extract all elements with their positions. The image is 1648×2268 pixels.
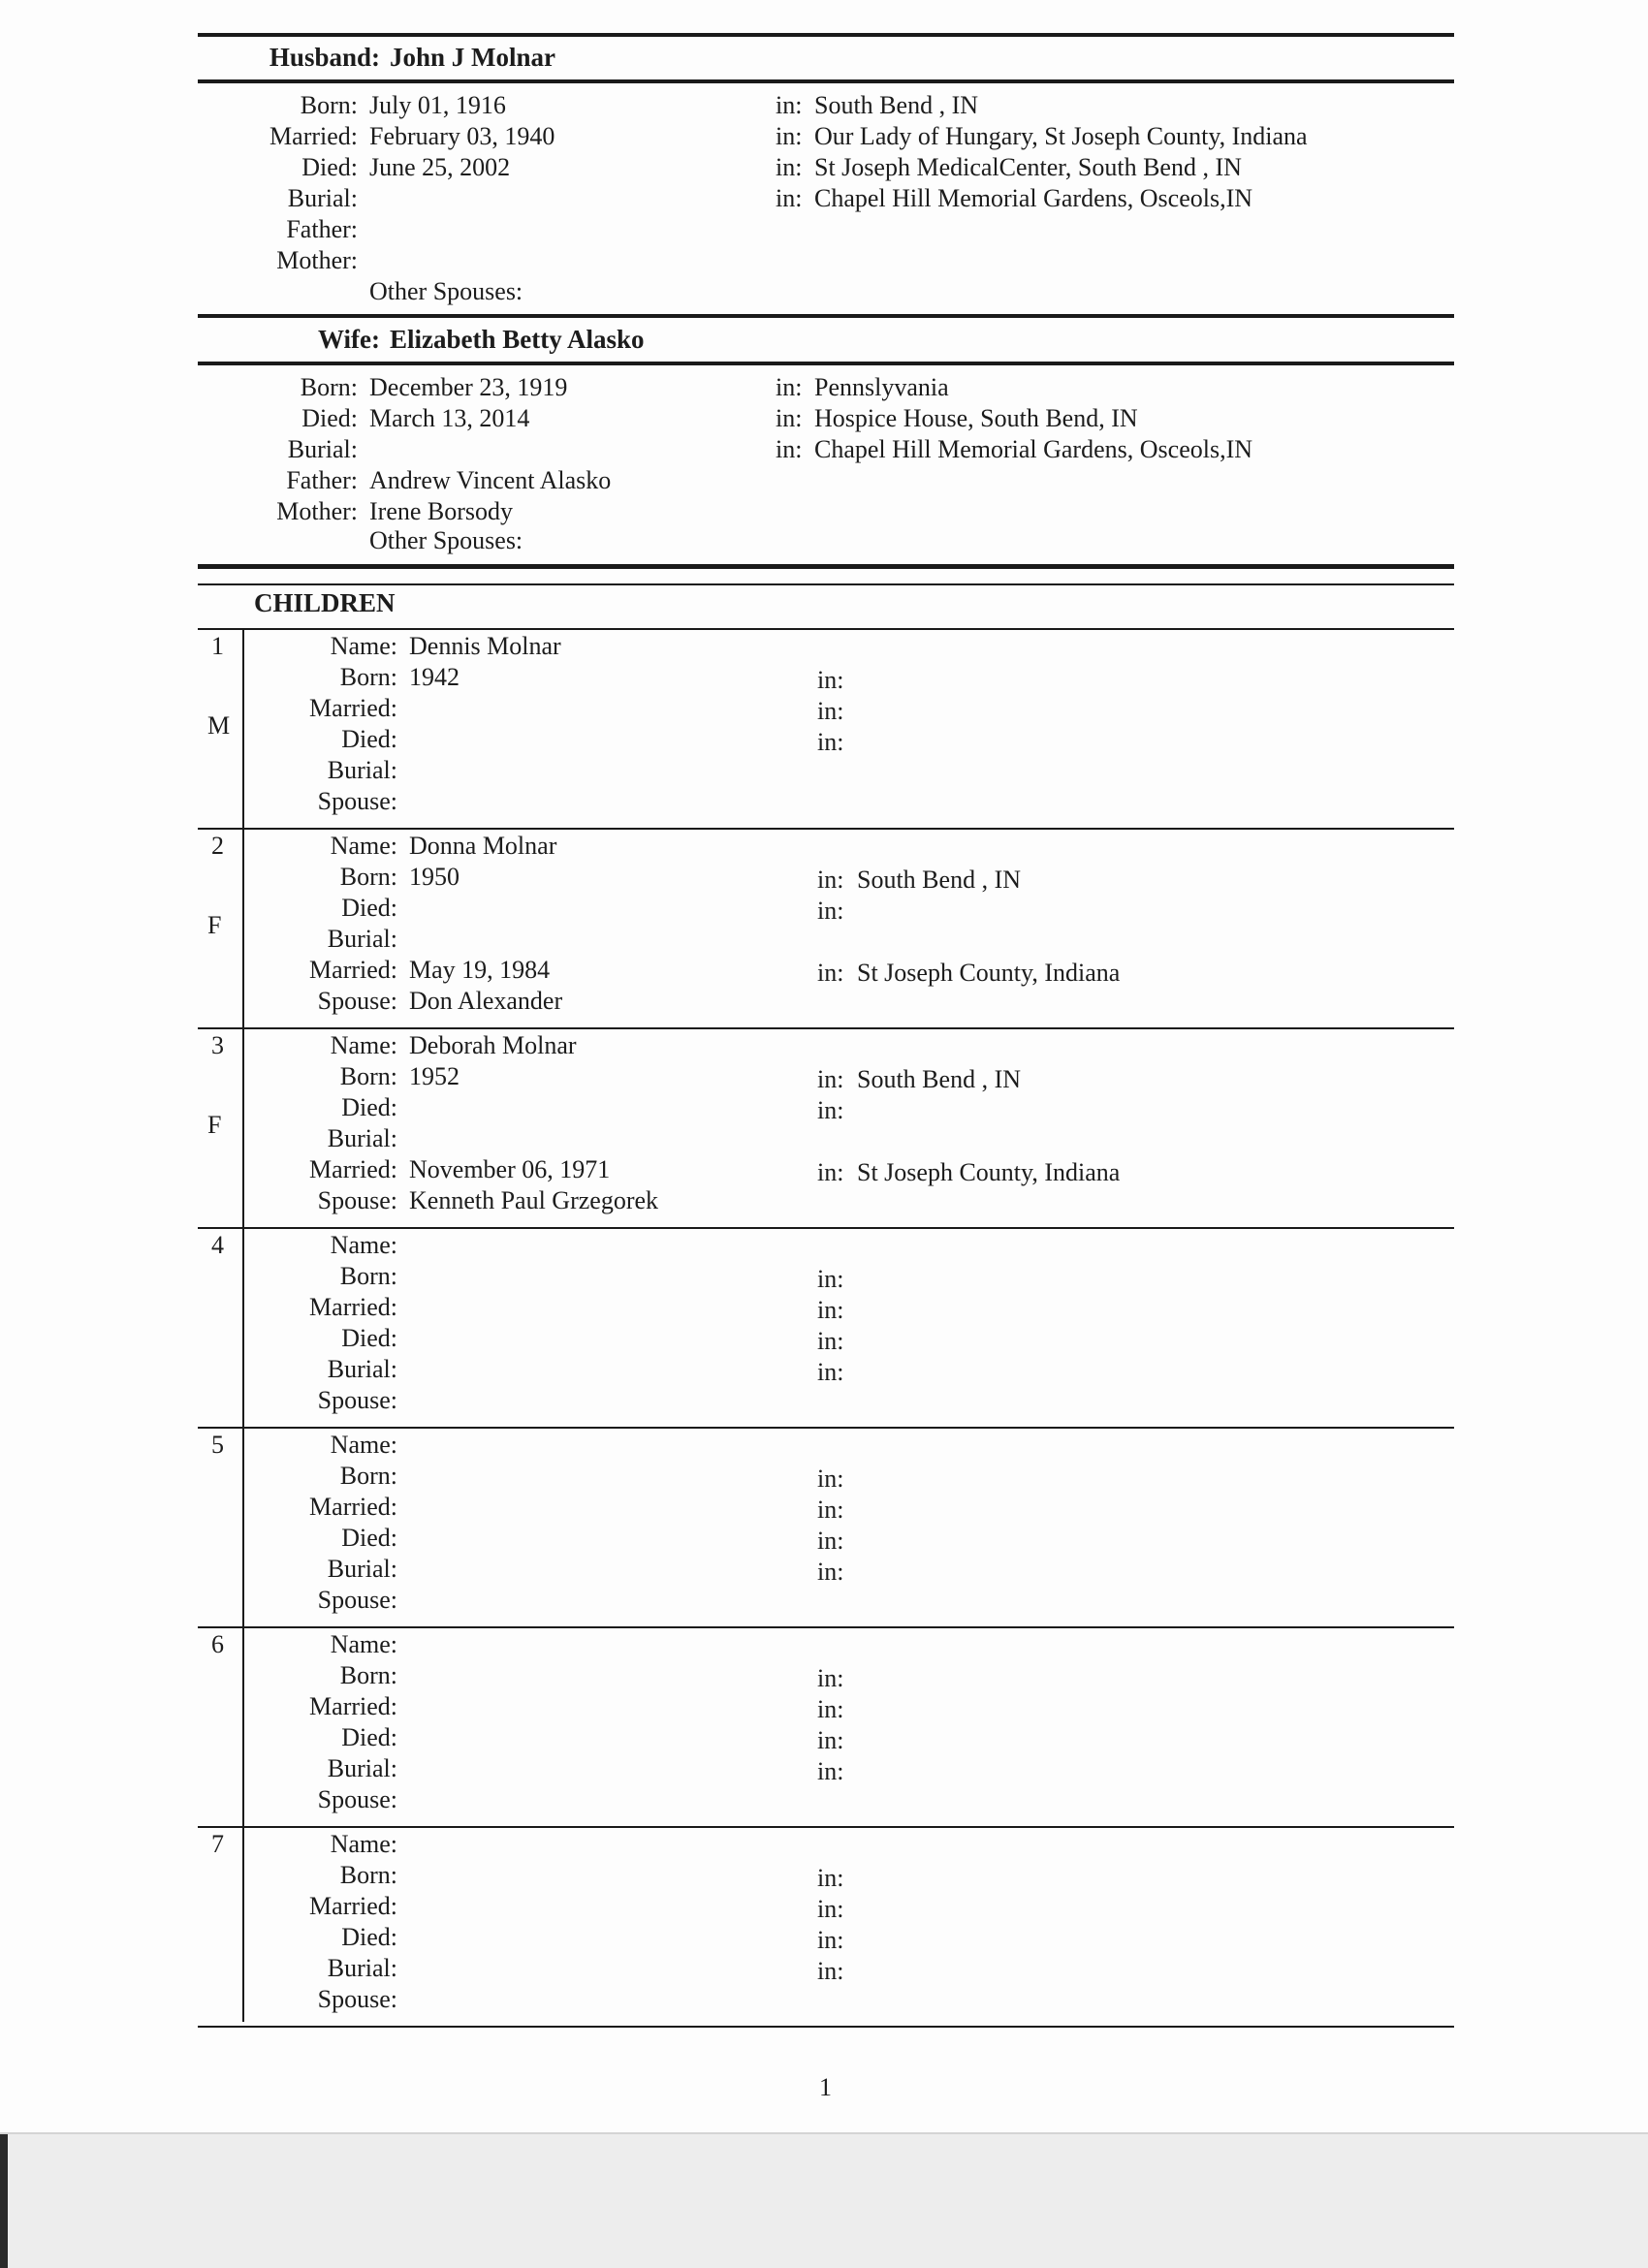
- child-separator: [198, 1227, 1454, 1229]
- child-separator: [198, 2026, 1454, 2028]
- child-married-in-label: in:: [817, 1496, 844, 1524]
- wife-name: Elizabeth Betty Alasko: [390, 325, 645, 354]
- husband-died-in-label: in:: [776, 153, 803, 181]
- wife-rule: [198, 362, 1454, 365]
- child-name-label: Name:: [330, 1830, 397, 1858]
- child-died-label: Died:: [341, 725, 397, 753]
- child-burial-label: Burial:: [327, 1954, 397, 1982]
- child-born-label: Born:: [339, 1262, 397, 1290]
- child-married-in-label: in:: [817, 1296, 844, 1324]
- child-married-label: Married:: [309, 694, 397, 722]
- scan-bottom-edge: [0, 2132, 1648, 2268]
- child-died-label: Died:: [341, 1324, 397, 1352]
- wife-other-spouses-label: Other Spouses:: [369, 526, 523, 554]
- child-number: 3: [211, 1031, 224, 1059]
- husband-died-date: June 25, 2002: [369, 153, 511, 181]
- husband-burial-label: Burial:: [287, 184, 358, 212]
- child-died-label: Died:: [341, 1093, 397, 1121]
- child-born-in-label: in:: [817, 666, 844, 694]
- page-number: 1: [819, 2073, 832, 2101]
- husband-born-place: South Bend , IN: [814, 91, 978, 119]
- child-spouse-label: Spouse:: [317, 787, 397, 815]
- child-born-label: Born:: [339, 1462, 397, 1490]
- child-spouse-label: Spouse:: [317, 1586, 397, 1614]
- husband-born-label: Born:: [300, 91, 358, 119]
- child-married-in-label: in:: [817, 959, 844, 987]
- child-burial-label: Burial:: [327, 1754, 397, 1782]
- child-born-in-label: in:: [817, 1265, 844, 1293]
- wife-father-label: Father:: [286, 466, 358, 494]
- child-married-label: Married:: [309, 1493, 397, 1521]
- children-heading: CHILDREN: [254, 588, 396, 617]
- children-margin-line: [242, 628, 244, 2022]
- child-born-label: Born:: [339, 1062, 397, 1090]
- child-name-label: Name:: [330, 832, 397, 860]
- child-died-label: Died:: [341, 1524, 397, 1552]
- child-name-label: Name:: [330, 1031, 397, 1059]
- wife-died-label: Died:: [301, 404, 358, 432]
- child-died-in-label: in:: [817, 1327, 844, 1355]
- child-name-value: Deborah Molnar: [409, 1031, 577, 1059]
- child-born-value: 1952: [409, 1062, 460, 1090]
- wife-top-rule: [198, 314, 1454, 318]
- husband-name: John J Molnar: [390, 43, 556, 72]
- wife-mother-name: Irene Borsody: [369, 497, 514, 525]
- child-married-label: Married:: [309, 956, 397, 984]
- children-top-rule: [198, 564, 1454, 569]
- child-burial-label: Burial:: [327, 1355, 397, 1383]
- child-born-place: South Bend , IN: [857, 866, 1021, 894]
- child-born-label: Born:: [339, 1661, 397, 1689]
- child-separator: [198, 828, 1454, 830]
- husband-married-place: Our Lady of Hungary, St Joseph County, Indiana: [814, 122, 1308, 150]
- child-number: 7: [211, 1830, 224, 1858]
- wife-died-in-label: in:: [776, 404, 803, 432]
- child-died-label: Died:: [341, 1723, 397, 1751]
- husband-died-place: St Joseph MedicalCenter, South Bend , IN: [814, 153, 1242, 181]
- husband-burial-in-label: in:: [776, 184, 803, 212]
- child-born-in-label: in:: [817, 1465, 844, 1493]
- child-married-in-label: in:: [817, 1158, 844, 1186]
- child-separator: [198, 1027, 1454, 1029]
- child-name-value: Donna Molnar: [409, 832, 557, 860]
- husband-other-spouses-label: Other Spouses:: [369, 277, 523, 305]
- child-spouse-label: Spouse:: [317, 1785, 397, 1813]
- child-separator: [198, 1826, 1454, 1828]
- husband-rule: [198, 79, 1454, 83]
- wife-born-in-label: in:: [776, 373, 803, 401]
- child-name-label: Name:: [330, 1231, 397, 1259]
- child-died-label: Died:: [341, 1923, 397, 1951]
- child-born-in-label: in:: [817, 1864, 844, 1892]
- husband-mother-label: Mother:: [276, 246, 358, 274]
- wife-died-date: March 13, 2014: [369, 404, 530, 432]
- child-burial-label: Burial:: [327, 925, 397, 953]
- child-married-value: May 19, 1984: [409, 956, 551, 984]
- child-born-label: Born:: [339, 663, 397, 691]
- child-separator: [198, 1427, 1454, 1429]
- child-burial-in-label: in:: [817, 1757, 844, 1785]
- child-burial-label: Burial:: [327, 1124, 397, 1152]
- child-burial-label: Burial:: [327, 1555, 397, 1583]
- wife-burial-label: Burial:: [287, 435, 358, 463]
- husband-heading-label: Husband:: [269, 43, 380, 72]
- child-died-in-label: in:: [817, 1096, 844, 1124]
- child-spouse-value: Kenneth Paul Grzegorek: [409, 1186, 659, 1214]
- child-born-label: Born:: [339, 863, 397, 891]
- child-married-place: St Joseph County, Indiana: [857, 959, 1121, 987]
- child-name-value: Dennis Molnar: [409, 632, 561, 660]
- wife-burial-place: Chapel Hill Memorial Gardens, Osceols,IN: [814, 435, 1253, 463]
- child-married-label: Married:: [309, 1892, 397, 1920]
- husband-died-label: Died:: [301, 153, 358, 181]
- husband-married-date: February 03, 1940: [369, 122, 555, 150]
- child-spouse-label: Spouse:: [317, 1186, 397, 1214]
- child-separator: [198, 1626, 1454, 1628]
- child-born-in-label: in:: [817, 1664, 844, 1692]
- child-born-in-label: in:: [817, 1065, 844, 1093]
- child-born-value: 1942: [409, 663, 460, 691]
- wife-heading-label: Wife:: [318, 325, 380, 354]
- wife-died-place: Hospice House, South Bend, IN: [814, 404, 1138, 432]
- child-died-in-label: in:: [817, 1726, 844, 1754]
- child-number: 4: [211, 1231, 224, 1259]
- husband-married-in-label: in:: [776, 122, 803, 150]
- child-married-label: Married:: [309, 1293, 397, 1321]
- child-spouse-value: Don Alexander: [409, 987, 563, 1015]
- child-name-label: Name:: [330, 632, 397, 660]
- child-name-label: Name:: [330, 1630, 397, 1658]
- child-burial-in-label: in:: [817, 1358, 844, 1386]
- child-married-label: Married:: [309, 1155, 397, 1183]
- top-rule: [198, 33, 1454, 37]
- wife-father-name: Andrew Vincent Alasko: [369, 466, 612, 494]
- child-number: 2: [211, 832, 224, 860]
- child-married-place: St Joseph County, Indiana: [857, 1158, 1121, 1186]
- child-died-in-label: in:: [817, 1527, 844, 1555]
- wife-born-place: Pennslyvania: [814, 373, 949, 401]
- wife-born-label: Born:: [300, 373, 358, 401]
- child-sex: F: [207, 1111, 222, 1139]
- husband-married-label: Married:: [269, 122, 358, 150]
- child-died-in-label: in:: [817, 728, 844, 756]
- child-spouse-label: Spouse:: [317, 987, 397, 1015]
- child-number: 5: [211, 1431, 224, 1459]
- child-sex: M: [207, 711, 231, 740]
- child-spouse-label: Spouse:: [317, 1985, 397, 2013]
- children-thin-rule: [198, 583, 1454, 585]
- child-married-value: November 06, 1971: [409, 1155, 611, 1183]
- child-number: 6: [211, 1630, 224, 1658]
- child-born-value: 1950: [409, 863, 460, 891]
- child-married-in-label: in:: [817, 697, 844, 725]
- child-married-in-label: in:: [817, 1895, 844, 1923]
- child-burial-in-label: in:: [817, 1957, 844, 1985]
- child-burial-label: Burial:: [327, 756, 397, 784]
- husband-born-date: July 01, 1916: [369, 91, 506, 119]
- wife-born-date: December 23, 1919: [369, 373, 568, 401]
- child-name-label: Name:: [330, 1431, 397, 1459]
- wife-burial-in-label: in:: [776, 435, 803, 463]
- child-born-label: Born:: [339, 1861, 397, 1889]
- husband-father-label: Father:: [286, 215, 358, 243]
- wife-mother-label: Mother:: [276, 497, 358, 525]
- child-died-in-label: in:: [817, 1926, 844, 1954]
- scan-edge-shadow: [0, 2134, 8, 2268]
- child-born-place: South Bend , IN: [857, 1065, 1021, 1093]
- children-rule: [198, 628, 1454, 630]
- child-married-label: Married:: [309, 1692, 397, 1720]
- child-sex: F: [207, 911, 222, 939]
- child-spouse-label: Spouse:: [317, 1386, 397, 1414]
- child-died-in-label: in:: [817, 897, 844, 925]
- child-born-in-label: in:: [817, 866, 844, 894]
- child-married-in-label: in:: [817, 1695, 844, 1723]
- child-burial-in-label: in:: [817, 1558, 844, 1586]
- child-number: 1: [211, 632, 224, 660]
- husband-born-in-label: in:: [776, 91, 803, 119]
- husband-burial-place: Chapel Hill Memorial Gardens, Osceols,IN: [814, 184, 1253, 212]
- child-died-label: Died:: [341, 894, 397, 922]
